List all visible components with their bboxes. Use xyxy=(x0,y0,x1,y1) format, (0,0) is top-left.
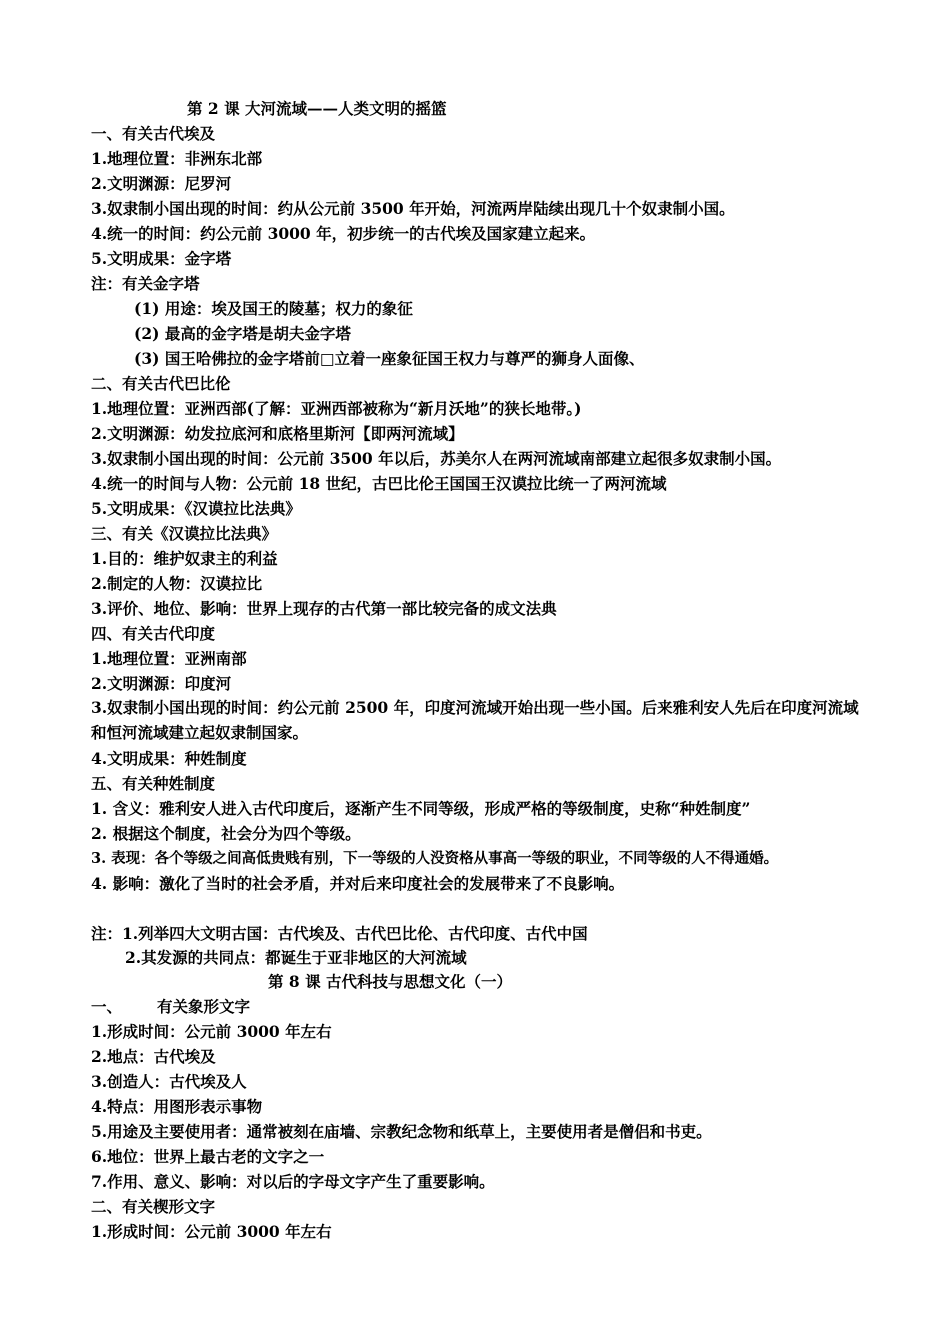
final-note-line-1: 注：1.列举四大文明古国：古代埃及、古代巴比伦、古代印度、古代中国 xyxy=(91,924,588,943)
pyramid-note-heading: 注：有关金字塔 xyxy=(91,274,200,293)
babylon-item-3: 3.奴隶制小国出现的时间：公元前 3500 年以后，苏美尔人在两河流域南部建立起很多奴隶制小国。 xyxy=(91,449,782,468)
caste-item-2: 2. 根据这个制度，社会分为四个等级。 xyxy=(91,824,361,843)
india-item-2: 2.文明渊源：印度河 xyxy=(91,674,232,693)
hieroglyph-item-4: 4.特点：用图形表示事物 xyxy=(91,1097,263,1116)
hieroglyph-item-7: 7.作用、意义、影响：对以后的字母文字产生了重要影响。 xyxy=(91,1172,495,1191)
egypt-item-4: 4.统一的时间：约公元前 3000 年，初步统一的古代埃及国家建立起来。 xyxy=(91,224,596,243)
babylon-item-4: 4.统一的时间与人物：公元前 18 世纪，古巴比伦王国国王汉谟拉比统一了两河流域 xyxy=(91,474,667,493)
hieroglyph-item-3: 3.创造人：古代埃及人 xyxy=(91,1072,247,1091)
egypt-item-3: 3.奴隶制小国出现的时间：约从公元前 3500 年开始，河流两岸陆续出现几十个奴隶制小国。 xyxy=(91,199,735,218)
section-babylon-heading: 二、有关古代巴比伦 xyxy=(91,374,231,393)
lesson-8-title: 第 8 课 古代科技与思想文化（一） xyxy=(268,972,512,991)
india-item-1: 1.地理位置：亚洲南部 xyxy=(91,649,247,668)
pyramid-note-3: (3) 国王哈佛拉的金字塔前□立着一座象征国王权力与尊严的狮身人面像、 xyxy=(134,349,645,368)
hieroglyph-item-5: 5.用途及主要使用者：通常被刻在庙墙、宗教纪念物和纸草上，主要使用者是僧侣和书吏。 xyxy=(91,1122,712,1141)
cuneiform-item-1: 1.形成时间：公元前 3000 年左右 xyxy=(91,1222,332,1241)
pyramid-note-1: (1) 用途：埃及国王的陵墓；权力的象征 xyxy=(134,299,413,318)
india-item-3: 3.奴隶制小国出现的时间：约公元前 2500 年，印度河流域开始出现一些小国。后来雅利安人先后在印度河流域和恒河流域建立起奴隶制国家。 xyxy=(91,698,859,742)
india-item-4: 4.文明成果：种姓制度 xyxy=(91,749,247,768)
code-item-3: 3.评价、地位、影响：世界上现存的古代第一部比较完备的成文法典 xyxy=(91,599,557,618)
section-code-heading: 三、有关《汉谟拉比法典》 xyxy=(91,524,278,543)
section-egypt-heading: 一、有关古代埃及 xyxy=(91,124,216,143)
section-hieroglyph-heading: 有关象形文字 xyxy=(157,997,251,1016)
egypt-item-2: 2.文明渊源：尼罗河 xyxy=(91,174,232,193)
section-caste-heading: 五、有关种姓制度 xyxy=(91,774,216,793)
babylon-item-2: 2.文明渊源：幼发拉底河和底格里斯河【即两河流域】 xyxy=(91,424,464,443)
hieroglyph-item-2: 2.地点：古代埃及 xyxy=(91,1047,216,1066)
section-cuneiform-heading: 二、有关楔形文字 xyxy=(91,1197,216,1216)
babylon-item-1: 1.地理位置：亚洲西部(了解：亚洲西部被称为“新月沃地”的狭长地带。) xyxy=(91,399,582,418)
final-note-line-2: 2.其发源的共同点：都诞生于亚非地区的大河流域 xyxy=(125,948,467,967)
egypt-item-1: 1.地理位置：非洲东北部 xyxy=(91,149,263,168)
caste-item-3: 3. 表现：各个等级之间高低贵贱有别，下一等级的人没资格从事高一等级的职业，不同等级的人不得通婚。 xyxy=(91,850,779,867)
caste-item-1: 1. 含义：雅利安人进入古代印度后，逐渐产生不同等级，形成严格的等级制度，史称“种姓制度” xyxy=(91,799,751,818)
babylon-item-5: 5.文明成果：《汉谟拉比法典》 xyxy=(91,499,301,518)
hieroglyph-item-1: 1.形成时间：公元前 3000 年左右 xyxy=(91,1022,332,1041)
lesson-2-title: 第 2 课 大河流域——人类文明的摇篮 xyxy=(187,99,447,118)
section-india-heading: 四、有关古代印度 xyxy=(91,624,216,643)
pyramid-note-2: (2) 最高的金字塔是胡夫金字塔 xyxy=(134,324,351,343)
caste-item-4: 4. 影响：激化了当时的社会矛盾，并对后来印度社会的发展带来了不良影响。 xyxy=(91,874,625,893)
code-item-2: 2.制定的人物：汉谟拉比 xyxy=(91,574,263,593)
code-item-1: 1.目的：维护奴隶主的利益 xyxy=(91,549,278,568)
section-hieroglyph-number: 一、 xyxy=(91,997,123,1016)
egypt-item-5: 5.文明成果：金字塔 xyxy=(91,249,232,268)
hieroglyph-item-6: 6.地位：世界上最古老的文字之一 xyxy=(91,1147,325,1166)
